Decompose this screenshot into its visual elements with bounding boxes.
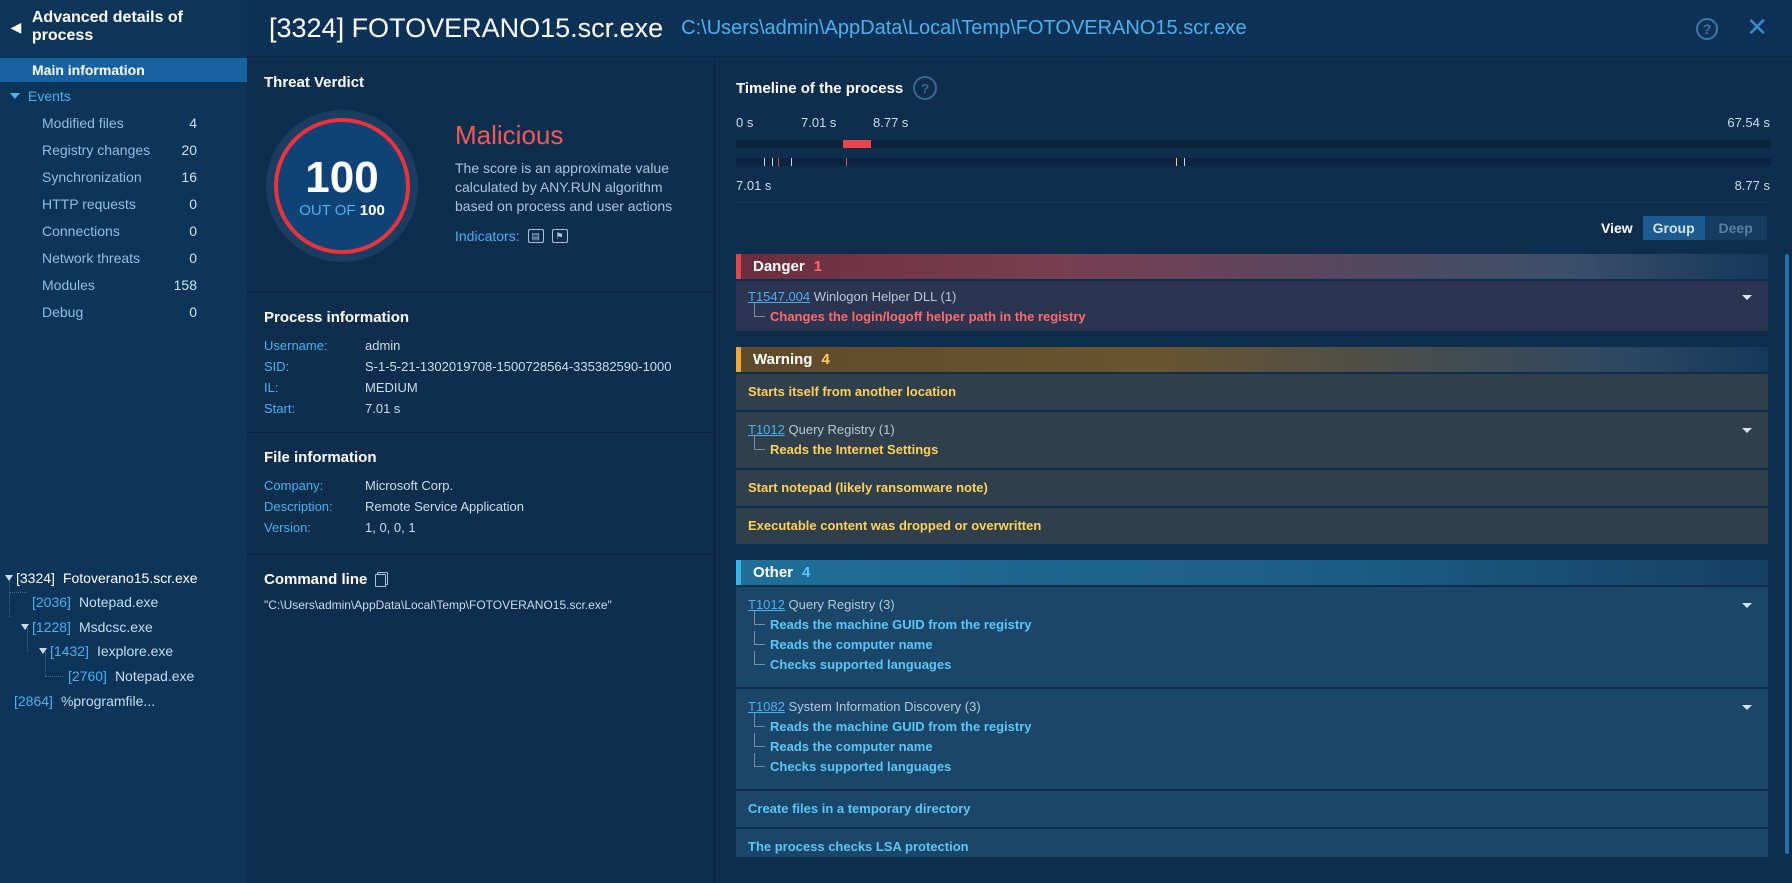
- view-group-button[interactable]: Group: [1643, 216, 1705, 240]
- tree-connector: [9, 592, 10, 617]
- timeline-event-tick: [772, 158, 773, 166]
- score-circle: [274, 118, 410, 254]
- behavior-detail: Reads the computer name: [748, 739, 1756, 754]
- file-information-section: [247, 433, 713, 555]
- danger-group: [736, 254, 1768, 331]
- sidebar: [0, 0, 247, 883]
- danger-group-header: [736, 254, 1768, 279]
- timeline-label-selection-end: 8.77 s: [873, 115, 909, 130]
- behavior-row[interactable]: [736, 687, 1768, 789]
- timeline-zoom-start: 7.01 s: [736, 178, 772, 193]
- sidebar-item-synchronization[interactable]: [0, 163, 247, 190]
- sidebar-events-label: Events: [28, 87, 71, 104]
- sidebar-item-count: 0: [189, 303, 197, 320]
- tree-connector: [9, 592, 27, 593]
- verdict-description: The score is an approximate value calculated by ANY.RUN algorithm based on process and user actions: [455, 160, 673, 214]
- info-key: Start:: [264, 401, 296, 416]
- sidebar-item-label: HTTP requests: [42, 195, 136, 212]
- info-row-sid: [264, 359, 713, 374]
- info-value: 7.01 s: [365, 401, 401, 416]
- threat-verdict-title: Threat Verdict: [264, 74, 365, 91]
- info-value: 1, 0, 0, 1: [365, 520, 416, 535]
- chevron-down-icon[interactable]: [1742, 428, 1752, 433]
- timeline-label-selection-start: 7.01 s: [801, 115, 837, 130]
- close-icon[interactable]: ✕: [1746, 12, 1768, 42]
- verdict-text: [455, 120, 680, 244]
- chevron-down-icon[interactable]: [1742, 295, 1752, 300]
- copy-icon[interactable]: [375, 574, 386, 587]
- sidebar-item-label: Modules: [42, 276, 95, 293]
- group-count: 1: [813, 258, 823, 275]
- tree-node-name: Notepad.exe: [78, 594, 159, 610]
- network-indicator-icon[interactable]: ▤: [528, 229, 544, 243]
- score-ring: [266, 110, 418, 262]
- tree-node-pid: [2760]: [68, 668, 107, 684]
- info-row-description: [264, 499, 713, 514]
- file-information-title: File information: [264, 449, 377, 466]
- chevron-down-icon[interactable]: [21, 624, 29, 630]
- info-key: Version:: [264, 520, 311, 535]
- behavior-row[interactable]: [736, 279, 1768, 331]
- sidebar-item-count: 16: [181, 168, 197, 185]
- info-key: Company:: [264, 478, 324, 493]
- verdict-label: Malicious: [455, 120, 564, 150]
- info-value: MEDIUM: [365, 380, 418, 395]
- sidebar-item-count: 0: [189, 249, 197, 266]
- technique-name: Query Registry (1): [788, 422, 895, 437]
- timeline-label-end: 67.54 s: [1727, 115, 1770, 130]
- view-toggle: [1601, 216, 1767, 240]
- behavior-row[interactable]: [736, 468, 1768, 506]
- technique-link[interactable]: T1082: [748, 699, 785, 714]
- sidebar-item-count: 20: [181, 141, 197, 158]
- tree-node-name: Msdcsc.exe: [78, 619, 153, 635]
- behavior-detail: Reads the computer name: [748, 637, 1756, 652]
- score-out-of-label: OUT OF: [299, 201, 356, 219]
- details-panel: [247, 58, 713, 883]
- behavior-row[interactable]: [736, 789, 1768, 827]
- behavior-text: Starts itself from another location: [748, 384, 957, 399]
- behavior-detail: Reads the machine GUID from the registry: [748, 617, 1756, 632]
- chevron-down-icon[interactable]: [5, 575, 13, 581]
- sidebar-item-count: 4: [189, 114, 197, 131]
- info-key: Description:: [264, 499, 333, 514]
- behavior-text: Executable content was dropped or overwritten: [748, 518, 1042, 533]
- behavior-text: Create files in a temporary directory: [748, 801, 971, 816]
- behavior-text: The process checks LSA protection: [748, 839, 969, 854]
- warning-group: [736, 347, 1768, 544]
- info-row-username: [264, 338, 713, 353]
- behavior-detail: Checks supported languages: [748, 759, 1756, 774]
- command-line-section: [247, 555, 713, 645]
- sidebar-item-http-requests[interactable]: [0, 190, 247, 217]
- behavior-groups: [736, 254, 1768, 857]
- tree-node-name: Fotoverano15.scr.exe: [62, 570, 198, 586]
- technique-link[interactable]: T1012: [748, 422, 785, 437]
- sidebar-item-label: Registry changes: [42, 141, 151, 158]
- behavior-row[interactable]: [736, 410, 1768, 468]
- tree-node[interactable]: [39, 640, 173, 662]
- threat-verdict-section: [247, 58, 713, 293]
- behavior-detail: Reads the machine GUID from the registry: [748, 719, 1756, 734]
- flag-indicator-icon[interactable]: ⚑: [552, 229, 568, 243]
- score-max: 100: [359, 201, 385, 219]
- process-information-title: Process information: [264, 309, 410, 326]
- info-row-version: [264, 520, 713, 535]
- group-title: Danger: [753, 258, 805, 275]
- tree-node[interactable]: [68, 665, 194, 687]
- timeline-event-tick: [846, 158, 847, 166]
- tree-node-pid: [2036]: [32, 594, 71, 610]
- group-title: Other: [753, 564, 794, 581]
- info-value: admin: [365, 338, 401, 353]
- scrollbar[interactable]: [1785, 254, 1789, 854]
- chevron-down-icon: [10, 93, 20, 99]
- technique-link[interactable]: T1012: [748, 597, 785, 612]
- info-row-start: [264, 401, 713, 416]
- help-icon[interactable]: ?: [1696, 18, 1718, 40]
- timeline-event-tick: [1176, 158, 1177, 166]
- view-deep-button[interactable]: Deep: [1705, 216, 1767, 240]
- tree-node-name: %programfile...: [60, 693, 156, 709]
- group-count: 4: [821, 351, 830, 368]
- tree-node[interactable]: [14, 690, 155, 712]
- chevron-down-icon[interactable]: [39, 648, 47, 654]
- other-group: [736, 560, 1768, 857]
- sidebar-item-label: Modified files: [42, 114, 124, 131]
- sidebar-item-registry-changes[interactable]: [0, 136, 247, 163]
- tree-node[interactable]: [32, 591, 158, 613]
- process-title: [3324] FOTOVERANO15.scr.exe: [269, 12, 664, 43]
- sidebar-item-network-threats[interactable]: [0, 244, 247, 271]
- other-group-header: [736, 560, 1768, 585]
- behavior-row[interactable]: [736, 506, 1768, 544]
- timeline-label-start: 0 s: [736, 115, 754, 130]
- tree-node-name: Notepad.exe: [114, 668, 195, 684]
- behavior-detail: Reads the Internet Settings: [748, 442, 1756, 457]
- timeline-event-tick: [1184, 158, 1185, 166]
- sidebar-item-count: 158: [173, 276, 197, 293]
- sidebar-item-modules[interactable]: [0, 271, 247, 298]
- info-key: SID:: [264, 359, 290, 374]
- header: [247, 0, 1792, 57]
- sidebar-item-connections[interactable]: [0, 217, 247, 244]
- behavior-row[interactable]: [736, 827, 1768, 857]
- info-value: Remote Service Application: [365, 499, 524, 514]
- timeline-overview-bar[interactable]: [736, 140, 1771, 148]
- group-title: Warning: [753, 351, 813, 368]
- timeline-event-tick: [778, 158, 779, 166]
- technique-name: Winlogon Helper DLL (1): [813, 289, 957, 304]
- process-path: C:\Users\admin\AppData\Local\Temp\FOTOVERANO15.scr.exe: [681, 16, 1247, 39]
- group-count: 4: [802, 564, 811, 581]
- timeline-header: [736, 76, 937, 100]
- chevron-down-icon[interactable]: [1742, 603, 1752, 608]
- back-arrow-icon[interactable]: ◀: [10, 18, 22, 35]
- behavior-text: Start notepad (likely ransomware note): [748, 480, 988, 495]
- command-line-title: Command line: [264, 571, 368, 588]
- score-out-of: [299, 202, 385, 219]
- command-line-header: [264, 571, 713, 588]
- behavior-row[interactable]: [736, 372, 1768, 410]
- info-row-company: [264, 478, 713, 493]
- sidebar-item-count: 0: [189, 195, 197, 212]
- timeline-title: Timeline of the process: [736, 79, 904, 97]
- tree-node-pid: [1432]: [50, 643, 89, 659]
- timeline-event-tick: [791, 158, 792, 166]
- score-value: 100: [305, 152, 379, 202]
- timeline-selection-handle[interactable]: [843, 140, 871, 148]
- sidebar-item-label: Debug: [42, 303, 84, 320]
- behavior-detail: Checks supported languages: [748, 657, 1756, 672]
- sidebar-item-debug[interactable]: [0, 298, 247, 325]
- info-key: IL:: [264, 380, 279, 395]
- behavior-row[interactable]: [736, 585, 1768, 687]
- sidebar-header[interactable]: [0, 0, 247, 54]
- process-information-section: [247, 293, 713, 433]
- sidebar-item-main-information[interactable]: Main information: [0, 58, 247, 82]
- tree-node[interactable]: [21, 616, 153, 638]
- timeline-panel: [714, 58, 1792, 883]
- timeline-detail-bar[interactable]: [736, 158, 1771, 166]
- tree-node-pid: [3324]: [16, 570, 55, 586]
- timeline-event-tick: [764, 158, 765, 166]
- sidebar-item-label: Connections: [42, 222, 120, 239]
- technique-name: Query Registry (3): [788, 597, 895, 612]
- sidebar-item-count: 0: [189, 222, 197, 239]
- sidebar-item-label: Network threats: [42, 249, 141, 266]
- tree-connector: [45, 676, 63, 677]
- tree-node[interactable]: [5, 567, 198, 589]
- technique-name: System Information Discovery (3): [788, 699, 981, 714]
- command-line-value: "C:\Users\admin\AppData\Local\Temp\FOTOVERANO15.scr.exe": [264, 598, 612, 612]
- tree-node-name: Iexplore.exe: [96, 643, 174, 659]
- info-value: Microsoft Corp.: [365, 478, 454, 493]
- indicators: [455, 228, 680, 244]
- timeline-zoom-end: 8.77 s: [1734, 178, 1770, 193]
- technique-link[interactable]: T1547.004: [748, 289, 811, 304]
- warning-group-header: [736, 347, 1768, 372]
- sidebar-item-label: Synchronization: [42, 168, 142, 185]
- behavior-detail: Changes the login/logoff helper path in the registry: [748, 309, 1756, 324]
- indicators-label: Indicators:: [455, 228, 520, 244]
- info-key: Username:: [264, 338, 328, 353]
- sidebar-item-modified-files[interactable]: [0, 109, 247, 136]
- view-label: View: [1601, 220, 1633, 236]
- sidebar-title: Advanced details of process: [31, 9, 184, 44]
- tree-node-pid: [2864]: [14, 693, 53, 709]
- chevron-down-icon[interactable]: [1742, 705, 1752, 710]
- info-value: S-1-5-21-1302019708-1500728564-335382590-1000: [365, 359, 672, 374]
- tree-node-pid: [1228]: [32, 619, 71, 635]
- sidebar-events-toggle[interactable]: [0, 82, 247, 109]
- divider: [736, 202, 1771, 203]
- info-row-il: [264, 380, 713, 395]
- help-icon[interactable]: ?: [913, 76, 937, 100]
